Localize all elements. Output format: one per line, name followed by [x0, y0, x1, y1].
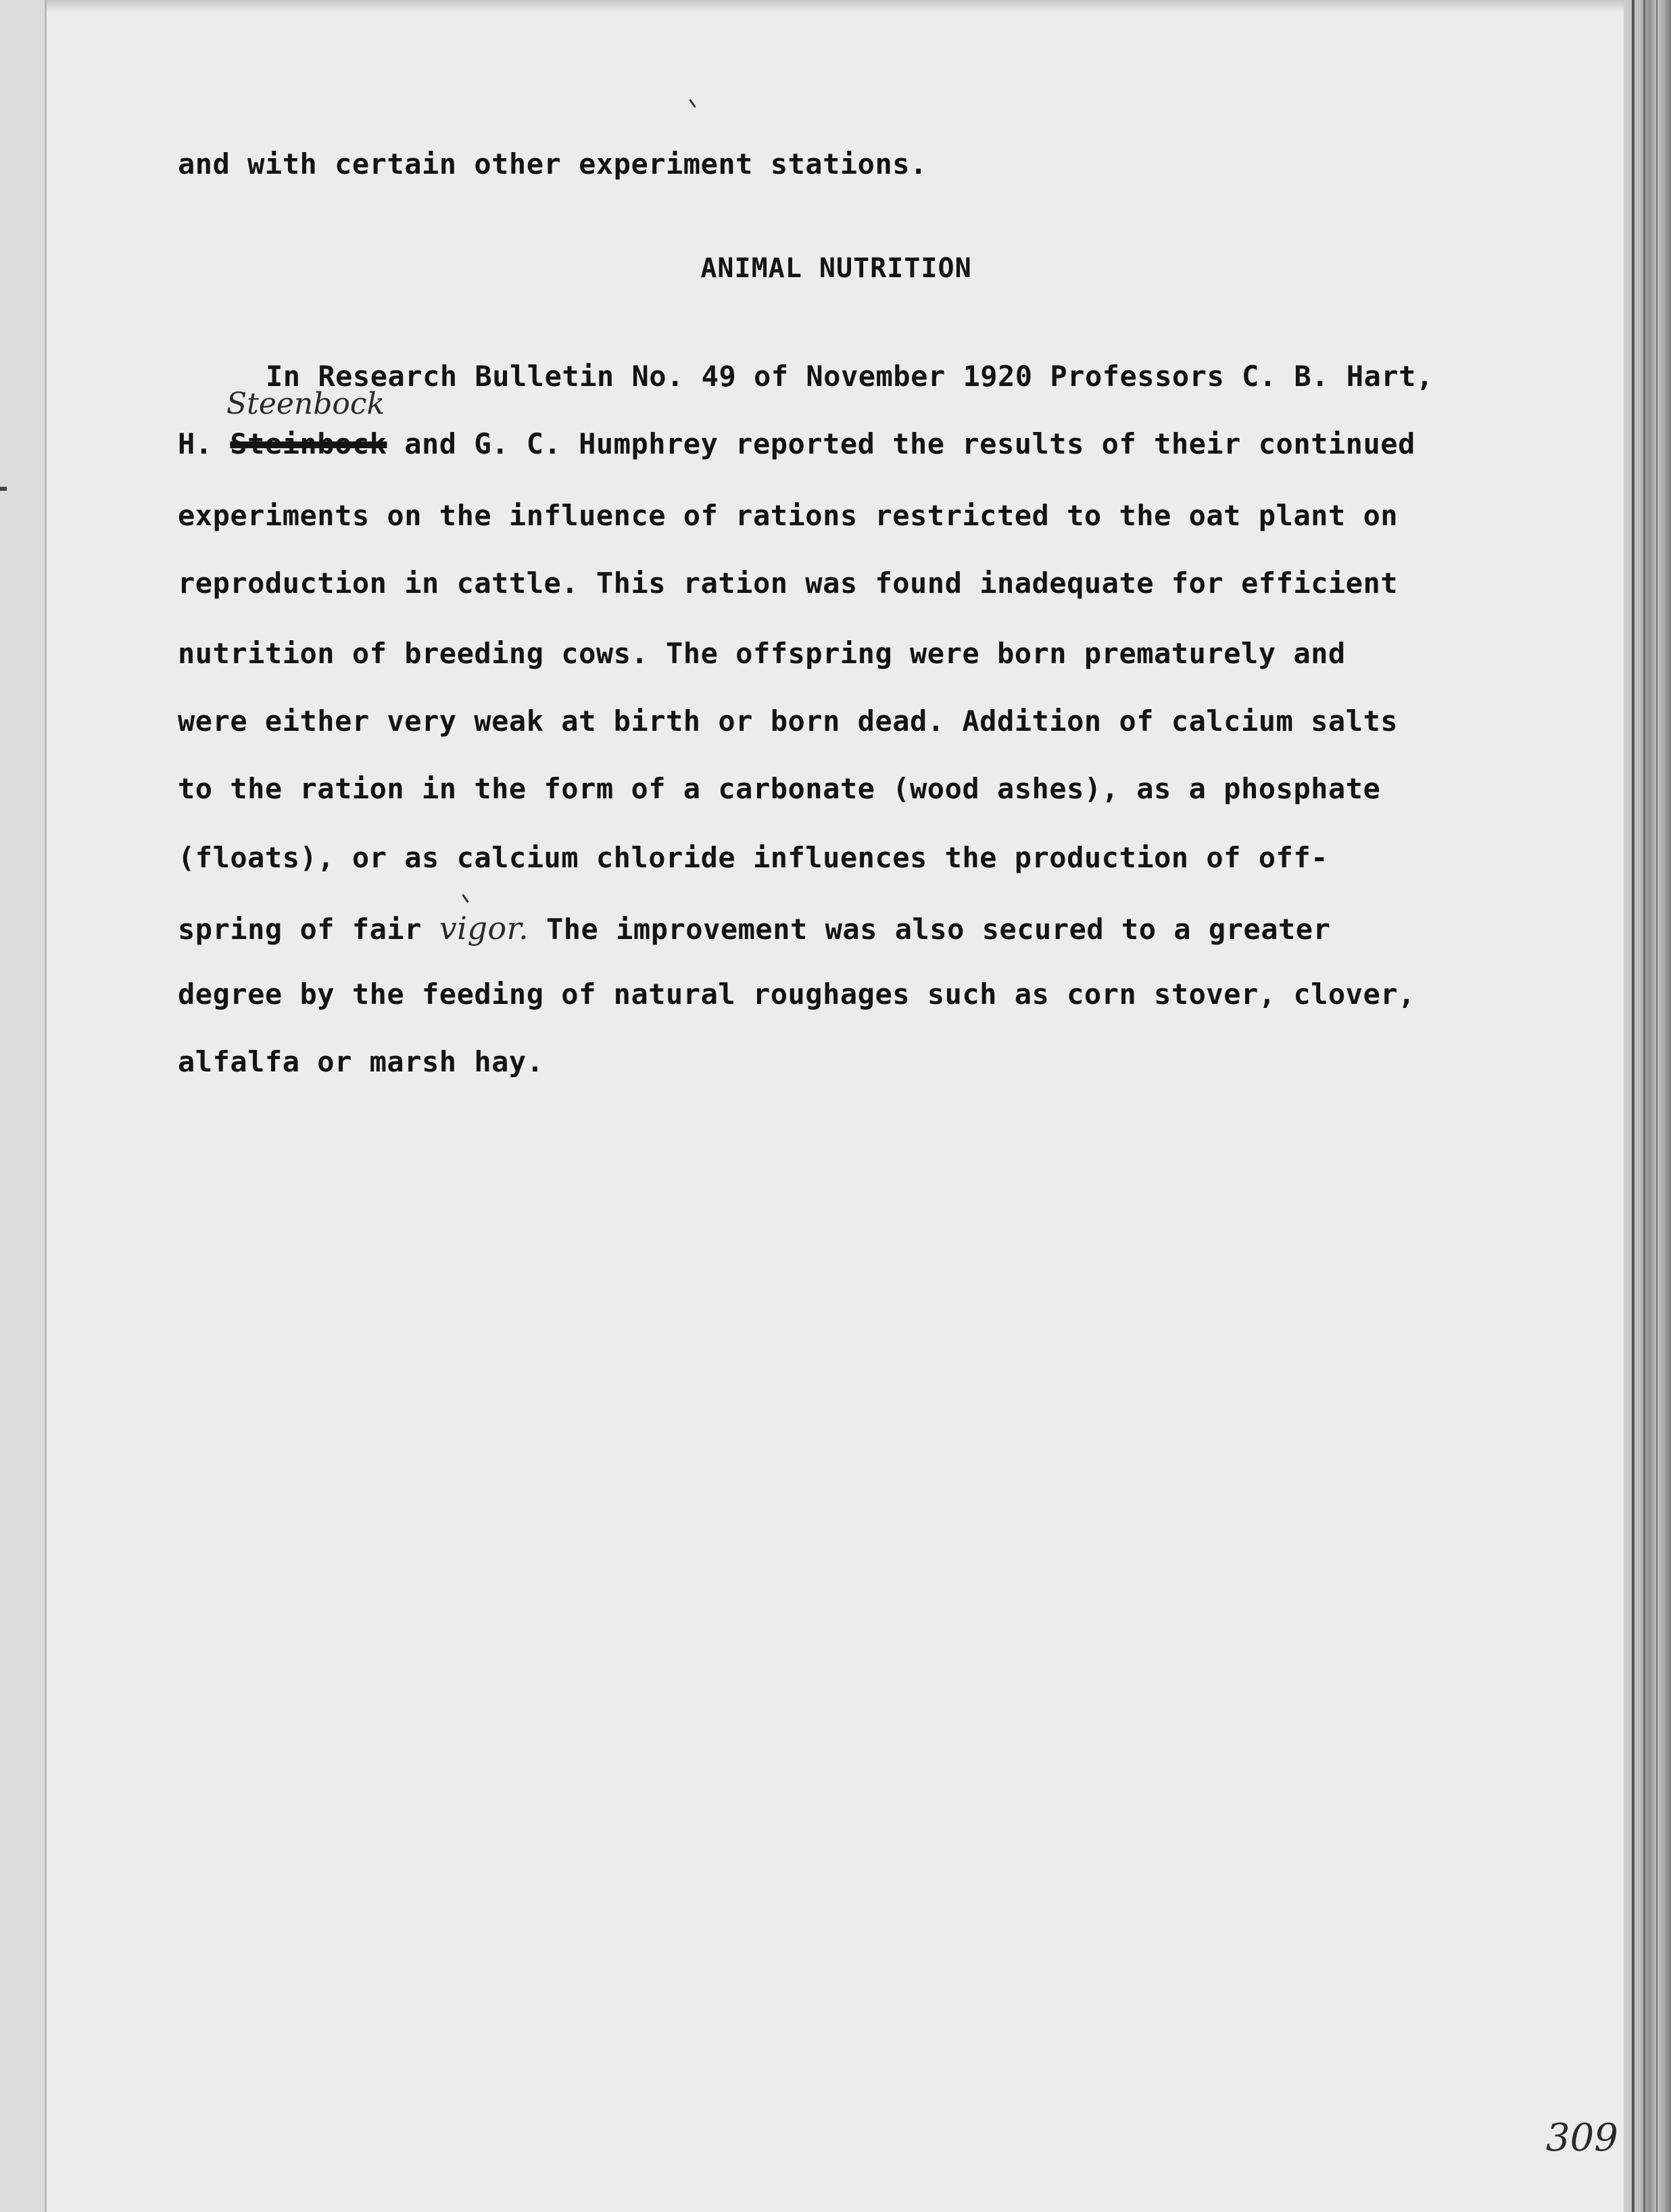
struck-out-name: Steinbock [230, 427, 387, 460]
stray-mark [689, 99, 696, 107]
scan-edge-mark [0, 487, 7, 491]
paragraph-line-10: degree by the feeding of natural roughages such as corn stover, clover, [178, 978, 1415, 1011]
page-number: 309 [1546, 2116, 1618, 2160]
continuation-line: and with certain other experiment stations. [178, 147, 927, 181]
stray-mark [462, 894, 468, 903]
paragraph-line-9 [178, 910, 1330, 946]
line-9-rest: The improvement was also secured to a greater [529, 913, 1331, 946]
handwritten-correction: Steenbock [226, 387, 385, 421]
paragraph-line-4: reproduction in cattle. This ration was found inadequate for efficient [178, 567, 1399, 600]
paragraph-line-6: were either very weak at birth or born dead. Addition of calcium salts [178, 704, 1399, 738]
handwritten-word: vigor. [439, 910, 529, 946]
paragraph-line-11: alfalfa or marsh hay. [178, 1045, 544, 1078]
binding-line [1643, 0, 1645, 2212]
paragraph-line-3: experiments on the influence of rations restricted to the oat plant on [178, 499, 1399, 532]
document-page [45, 0, 1626, 2212]
line-2-rest: and G. C. Humphrey reported the results of their continued [387, 427, 1415, 460]
binding-line [1632, 0, 1634, 2212]
paragraph-line-5: nutrition of breeding cows. The offspring were born prematurely and [178, 637, 1346, 670]
section-heading: ANIMAL NUTRITION [700, 253, 972, 284]
paragraph-line-7: to the ration in the form of a carbonate (wood ashes), as a phosphate [178, 772, 1381, 805]
binding-line [1656, 0, 1657, 2212]
book-binding-edge [1624, 0, 1671, 2212]
page-top-shadow [47, 0, 1626, 12]
paragraph-line-2 [178, 427, 1415, 460]
paragraph-line-8: (floats), or as calcium chloride influences the production of off- [178, 841, 1328, 874]
line-2-prefix: H. [178, 427, 231, 460]
paragraph-line-1: In Research Bulletin No. 49 of November 1920 Professors C. B. Hart, [266, 360, 1434, 393]
line-9-prefix: spring of fair [178, 913, 439, 946]
